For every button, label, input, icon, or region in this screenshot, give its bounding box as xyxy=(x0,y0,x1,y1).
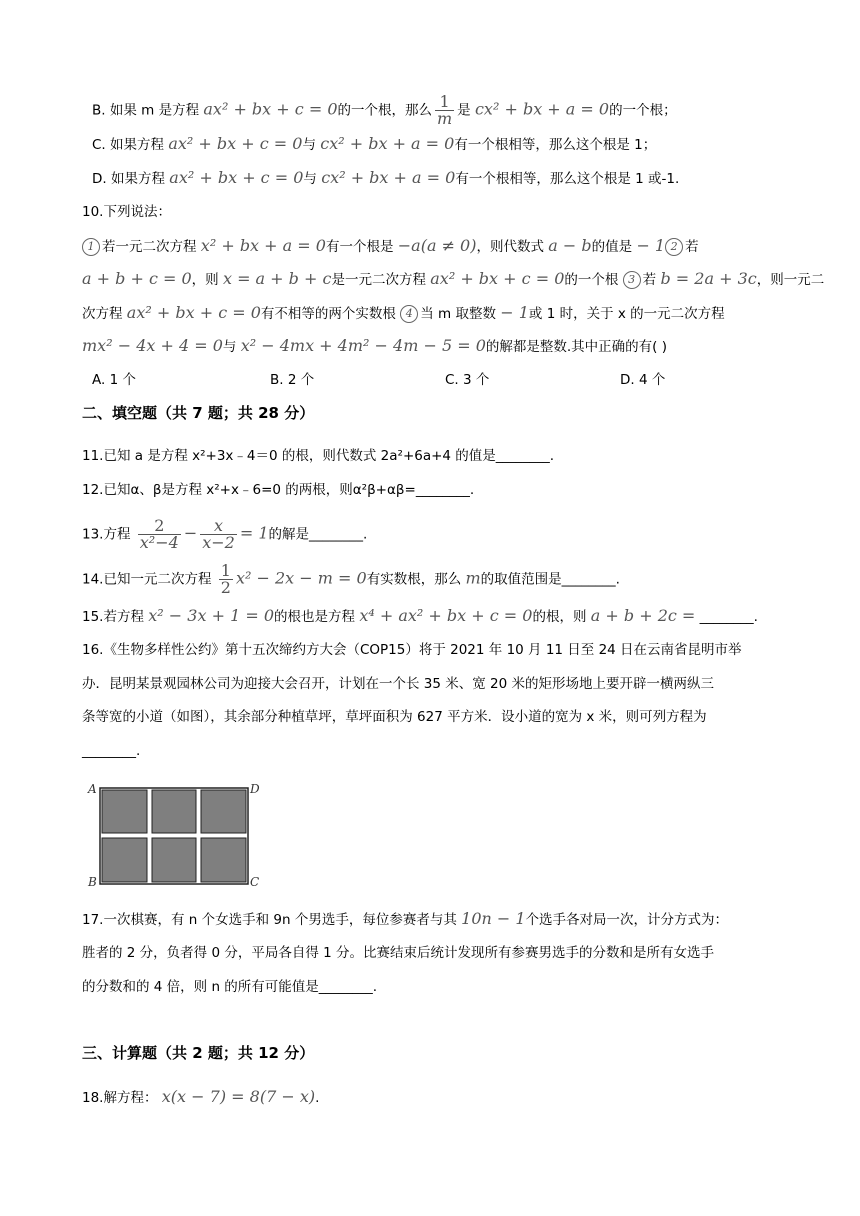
q16-line-3: 条等宽的小道（如图），其余部分种植草坪，草坪面积为 627 平方米．设小道的宽为 x 米，则可列方程为 xyxy=(82,709,707,725)
equation: ax² + bx + c = 0 xyxy=(203,99,338,119)
equation: − 1 xyxy=(500,303,529,322)
text: 是一元二次方程 xyxy=(331,272,426,288)
q10-stem: 10.下列说法： xyxy=(82,204,171,220)
numerator: 1 xyxy=(435,94,454,111)
text: ________. xyxy=(699,609,758,625)
text: 18.解方程： xyxy=(82,1090,158,1106)
text: 的一个根； xyxy=(609,102,677,119)
text: 若一元二次方程 xyxy=(102,239,197,255)
q10-line-4 xyxy=(82,336,667,357)
section-heading-calculation: 三、计算题（共 2 题；共 12 分） xyxy=(82,1044,315,1062)
text: 若 xyxy=(685,239,699,255)
circled-number-3: 3 xyxy=(623,271,641,289)
denominator: x−2 xyxy=(202,533,235,552)
text: 17.一次棋赛，有 n 个女选手和 9n 个男选手，每位参赛者与其 xyxy=(82,912,457,928)
circled-number-1: 1 xyxy=(82,238,100,256)
q16-line-4: ________. xyxy=(82,743,141,759)
rectangle-field-figure xyxy=(84,778,266,890)
q10-option-a: A. 1 个 xyxy=(92,372,136,388)
equation: x(x − 7) = 8(7 − x) xyxy=(161,1087,316,1106)
equation: ax² + bx + c = 0 xyxy=(169,168,304,187)
equation: x² − 4mx + 4m² − 4m − 5 = 0 xyxy=(240,336,486,355)
q16-line-2: 办．昆明某景观园林公司为迎接大会召开，计划在一个长 35 米、宽 20 米的矩形场地上要开辟一横两纵三 xyxy=(82,676,715,692)
text: 有一个根是 xyxy=(325,239,394,255)
equation: a + b + c = 0 xyxy=(82,269,192,288)
equation: cx² + bx + a = 0 xyxy=(320,134,455,153)
text: 与 xyxy=(222,339,237,355)
numerator: 1 xyxy=(220,561,231,580)
q11: 11.已知 a 是方程 x²+3x﹣4＝0 的根，则代数式 2a²+6a+4 的值是________. xyxy=(82,448,555,464)
equation: x² + bx + a = 0 xyxy=(200,236,326,255)
numerator: 2 xyxy=(138,518,181,535)
q9-option-c xyxy=(92,134,656,155)
q10-option-d: D. 4 个 xyxy=(620,372,666,388)
q16-line-1: 16.《生物多样性公约》第十五次缔约方大会（COP15）将于 2021 年 10 月 11 日至 24 日在云南省昆明市举 xyxy=(82,642,742,658)
fraction xyxy=(219,563,233,596)
text: 有实数根，那么 xyxy=(366,571,462,588)
fraction xyxy=(435,94,454,127)
label-d: D xyxy=(250,782,260,796)
equation: a − b xyxy=(548,236,592,255)
operator: − xyxy=(183,523,198,543)
text: 若 xyxy=(642,272,657,288)
equation: 10n − 1 xyxy=(461,909,526,928)
q12: 12.已知α、β是方程 x²+x﹣6=0 的两根，则α²β+αβ=________. xyxy=(82,482,475,498)
text: . xyxy=(315,1090,320,1106)
q13 xyxy=(82,518,367,551)
q9-option-b xyxy=(92,94,677,127)
equation: mx² − 4x + 4 = 0 xyxy=(82,336,223,355)
grass-plot xyxy=(152,838,196,882)
equation: x² − 3x + 1 = 0 xyxy=(148,606,275,625)
text: ，则 xyxy=(191,272,219,288)
text: 的取值范围是________. xyxy=(480,571,620,588)
circled-number-4: 4 xyxy=(400,305,418,323)
text: ，则一元二 xyxy=(756,272,825,288)
text: 的根，则 xyxy=(532,609,587,625)
text: 有一个根相等，那么这个根是 1 或-1. xyxy=(455,171,680,187)
q10-line-1 xyxy=(82,236,699,257)
label-a: A xyxy=(88,782,97,796)
grass-plot xyxy=(201,790,246,833)
q15 xyxy=(82,606,758,627)
equation: cx² + bx + a = 0 xyxy=(321,168,456,187)
q10-option-c: C. 3 个 xyxy=(445,372,490,388)
label-b: B xyxy=(88,875,97,889)
grass-plot xyxy=(201,838,246,882)
text: 有一个根相等，那么这个根是 1； xyxy=(454,137,657,153)
equation: a + b + 2c = xyxy=(590,606,696,625)
fraction xyxy=(200,518,237,551)
text: 与 xyxy=(303,171,317,187)
text: 的一个根，那么 xyxy=(337,102,432,119)
section-heading-fill-in: 二、填空题（共 7 题；共 28 分） xyxy=(82,404,315,422)
q9-option-d xyxy=(92,168,679,189)
text: 或 1 时，关于 x 的一元二次方程 xyxy=(528,306,725,322)
text: 有不相等的两个实数根 xyxy=(260,306,396,322)
text: 次方程 xyxy=(82,306,123,322)
text: 与 xyxy=(302,137,316,153)
equation: −a(a ≠ 0) xyxy=(397,236,477,255)
grass-plot xyxy=(102,838,147,882)
label-c: C xyxy=(250,875,260,889)
q10-line-2 xyxy=(82,269,824,290)
text: 15.若方程 xyxy=(82,609,144,625)
equation: ax² + bx + c = 0 xyxy=(430,269,565,288)
q14 xyxy=(82,563,620,596)
equation: b = 2a + 3c xyxy=(660,269,757,288)
text: 的解是________. xyxy=(268,526,368,543)
text: B. 如果 m 是方程 xyxy=(92,102,200,119)
equation: ax² + bx + c = 0 xyxy=(168,134,303,153)
q17-line-3: 的分数和的 4 倍，则 n 的所有可能值是________. xyxy=(82,979,378,995)
equation: cx² + bx + a = 0 xyxy=(474,99,610,119)
q10-line-3 xyxy=(82,303,725,324)
q10-option-b: B. 2 个 xyxy=(270,372,315,388)
circled-number-2: 2 xyxy=(665,238,683,256)
denominator: x²−4 xyxy=(139,533,179,552)
q18 xyxy=(82,1087,319,1108)
text: C. 如果方程 xyxy=(92,137,165,153)
denominator: m xyxy=(437,109,453,128)
text: 的根也是方程 xyxy=(274,609,356,625)
text: ，则代数式 xyxy=(476,239,544,255)
text: 13.方程 xyxy=(82,526,131,543)
text: D. 如果方程 xyxy=(92,171,165,187)
equation: − 1 xyxy=(636,236,666,255)
q17-line-1 xyxy=(82,909,728,930)
text: 的一个根 xyxy=(564,272,619,288)
variable: m xyxy=(465,568,481,588)
equation: x = a + b + c xyxy=(222,269,332,288)
equation: x² − 2x − m = 0 xyxy=(235,568,367,588)
equation: ax² + bx + c = 0 xyxy=(126,303,261,322)
equation: x⁴ + ax² + bx + c = 0 xyxy=(359,606,533,625)
text: 个选手各对局一次，计分方式为： xyxy=(525,912,729,928)
grass-plot xyxy=(152,790,196,833)
text: 的值是 xyxy=(591,239,633,255)
text: 当 m 取整数 xyxy=(420,306,496,322)
denominator: 2 xyxy=(220,578,231,597)
text: 14.已知一元二次方程 xyxy=(82,571,212,588)
equation: = 1 xyxy=(239,523,269,543)
fraction xyxy=(138,518,181,551)
numerator: x xyxy=(200,518,237,535)
grass-plot xyxy=(102,790,147,833)
text: 的解都是整数.其中正确的有( ) xyxy=(485,339,668,355)
text: 是 xyxy=(457,102,471,119)
q17-line-2: 胜者的 2 分，负者得 0 分，平局各自得 1 分。比赛结束后统计发现所有参赛男选手的分数和是所有女选手 xyxy=(82,945,715,961)
